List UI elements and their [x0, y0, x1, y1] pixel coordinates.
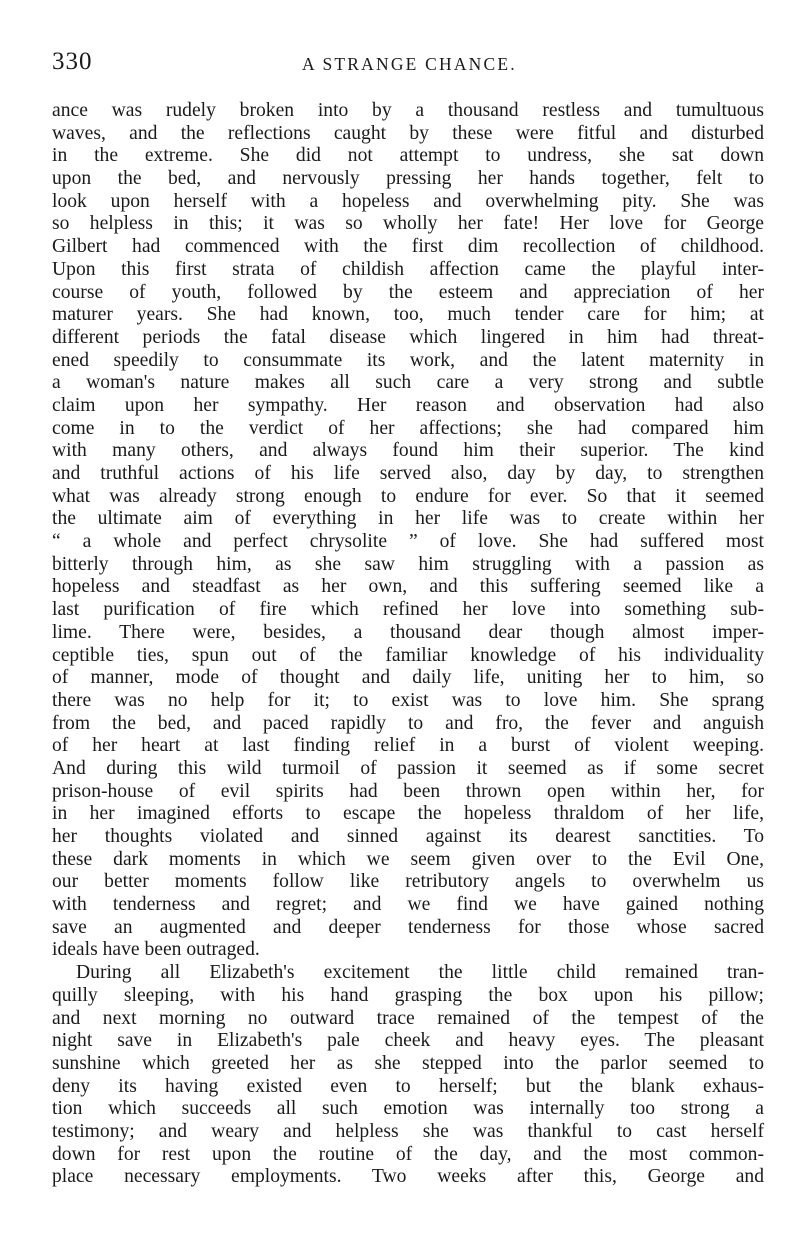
text-line: of her heart at last finding relief in a burst of violent weeping. [52, 735, 764, 757]
text-line: place necessary employments. Two weeks after this, George and [52, 1166, 764, 1188]
text-line: ceptible ties, spun out of the familiar knowledge of his individuality [52, 644, 764, 666]
text-line: testimony; and weary and helpless she was thankful to cast herself [52, 1120, 764, 1142]
text-line: lime. There were, besides, a thousand dear though almost imper- [52, 621, 764, 643]
text-line: tion which succeeds all such emotion was internally too strong a [52, 1098, 764, 1120]
text-line: and next morning no outward trace remained of the tempest of the [52, 1007, 764, 1029]
text-line: so helpless in this; it was so wholly her fate! Her love for George [52, 213, 764, 235]
text-line: sunshine which greeted her as she stepped into the parlor seemed to [52, 1052, 764, 1074]
text-line: During all Elizabeth's excitement the little child remained tran- [76, 962, 764, 984]
text-line: the ultimate aim of everything in her life was to create within her [52, 508, 764, 530]
text-line: in her imagined efforts to escape the hopeless thraldom of her life, [52, 803, 764, 825]
text-line: save an augmented and deeper tenderness for those whose sacred [52, 916, 764, 938]
text-line: bitterly through him, as she saw him struggling with a passion as [52, 553, 764, 575]
text-line: prison-house of evil spirits had been thrown open within her, for [52, 780, 764, 802]
text-line: with many others, and always found him their superior. The kind [52, 440, 764, 462]
page-header [52, 46, 764, 78]
text-line: her thoughts violated and sinned against its dearest sanctities. To [52, 826, 764, 847]
text-line: And during this wild turmoil of passion it seemed as if some secret [52, 757, 764, 779]
text-line: last purification of fire which refined her love into something sub- [52, 599, 764, 621]
text-line: Upon this first strata of childish affection came the playful inter- [52, 258, 764, 280]
text-line: claim upon her sympathy. Her reason and observation had also [52, 394, 764, 416]
text-line: quilly sleeping, with his hand grasping the box upon his pillow; [52, 984, 764, 1006]
text-line: these dark moments in which we seem given over to the Evil One, [52, 848, 764, 870]
text-line: waves, and the reflections caught by these were fitful and disturbed [52, 122, 764, 144]
text-line: Gilbert had commenced with the first dim recollection of childhood. [52, 236, 764, 258]
body-text [52, 100, 764, 1189]
text-line: down for rest upon the routine of the day, and the most common- [52, 1143, 764, 1165]
text-line: ance was rudely broken into by a thousand restless and tumultuous [52, 100, 764, 121]
text-line: ened speedily to consummate its work, and the latent maternity in [52, 349, 764, 371]
running-title: A STRANGE CHANCE. [302, 54, 517, 74]
paragraph-1 [52, 100, 764, 962]
text-line: what was already strong enough to endure for ever. So that it seemed [52, 485, 764, 507]
text-line: come in to the verdict of her affections; she had compared him [52, 417, 764, 439]
text-line: there was no help for it; to exist was to love him. She sprang [52, 689, 764, 711]
paragraph-2 [52, 962, 764, 1189]
text-line: maturer years. She had known, too, much tender care for him; at [52, 304, 764, 326]
text-line: in the extreme. She did not attempt to undress, she sat down [52, 145, 764, 167]
page-number: 330 [52, 48, 93, 75]
text-line: our better moments follow like retributory angels to overwhelm us [52, 871, 764, 893]
text-line: with tenderness and regret; and we find we have gained nothing [52, 894, 764, 916]
text-line: and truthful actions of his life served also, day by day, to strengthen [52, 463, 764, 484]
text-line: different periods the fatal disease which lingered in him had threat- [52, 326, 764, 348]
text-line: of manner, mode of thought and daily life, uniting her to him, so [52, 667, 764, 689]
text-line: deny its having existed even to herself; but the blank exhaus- [52, 1075, 764, 1097]
text-line: night save in Elizabeth's pale cheek and heavy eyes. The pleasant [52, 1030, 764, 1052]
text-line: from the bed, and paced rapidly to and fro, the fever and anguish [52, 712, 764, 734]
text-line: course of youth, followed by the esteem and appreciation of her [52, 281, 764, 303]
text-line: a woman's nature makes all such care a very strong and subtle [52, 372, 764, 394]
text-line: “ a whole and perfect chrysolite ” of love. She had suffered most [52, 531, 764, 553]
text-line: upon the bed, and nervously pressing her hands together, felt to [52, 168, 764, 190]
text-line: ideals have been outraged. [52, 939, 260, 961]
text-line: look upon herself with a hopeless and overwhelming pity. She was [52, 190, 764, 212]
text-line: hopeless and steadfast as her own, and this suffering seemed like a [52, 576, 764, 598]
